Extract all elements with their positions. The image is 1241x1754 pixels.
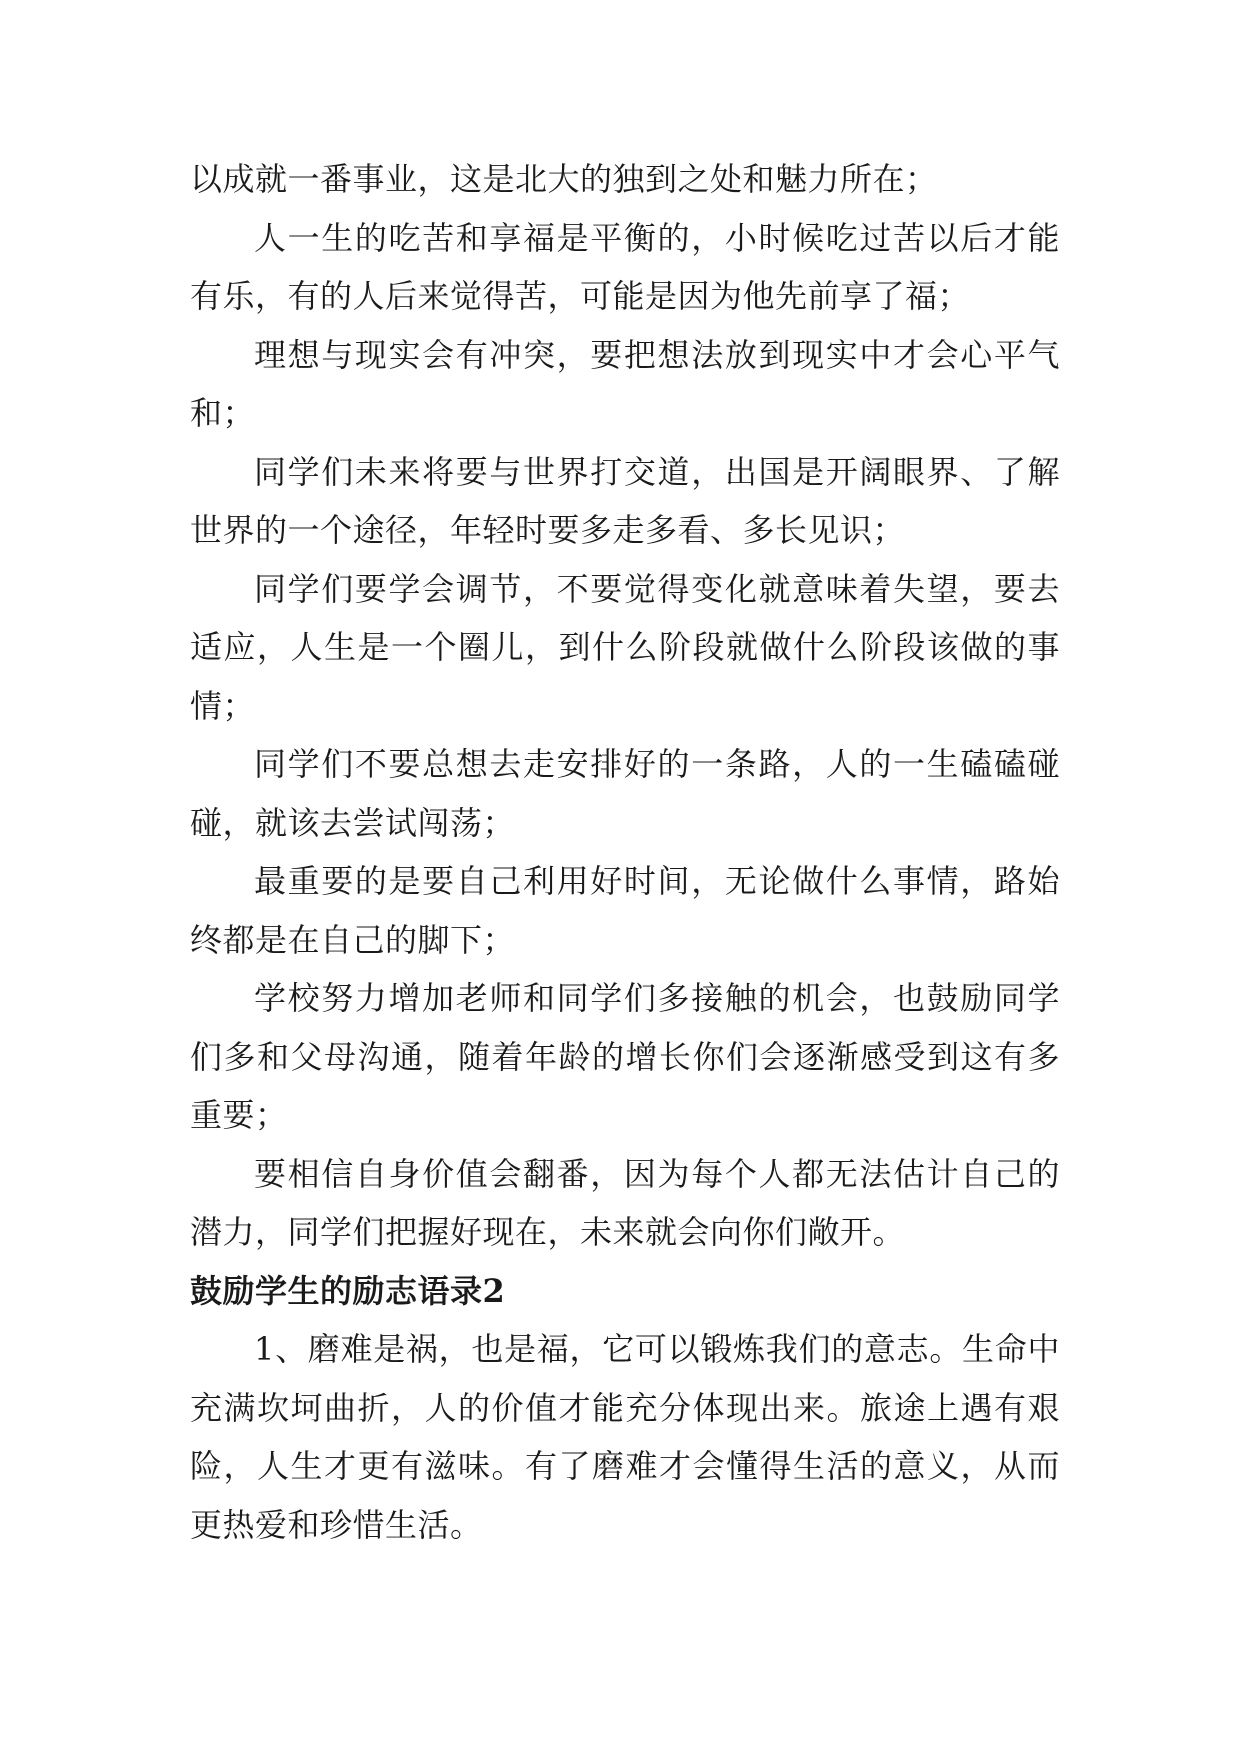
paragraph: 学校努力增加老师和同学们多接触的机会，也鼓励同学们多和父母沟通，随着年龄的增长你们会逐渐感受到这有多重要； bbox=[190, 979, 1060, 1134]
paragraph: 同学们不要总想去走安排好的一条路，人的一生磕磕碰碰，就该去尝试闯荡； bbox=[190, 745, 1060, 842]
document-page bbox=[190, 150, 1060, 1554]
paragraph: 同学们要学会调节，不要觉得变化就意味着失望，要去适应，人生是一个圈儿，到什么阶段就做什么阶段该做的事情； bbox=[190, 569, 1060, 725]
paragraph: 理想与现实会有冲突，要把想法放到现实中才会心平气和； bbox=[190, 335, 1060, 432]
paragraph: 以成就一番事业，这是北大的独到之处和魅力所在； bbox=[190, 160, 938, 198]
paragraph: 人一生的吃苦和享福是平衡的，小时候吃过苦以后才能有乐，有的人后来觉得苦，可能是因为他先前享了福； bbox=[190, 218, 1060, 315]
paragraph: 同学们未来将要与世界打交道，出国是开阔眼界、了解世界的一个途径，年轻时要多走多看、多长见识； bbox=[190, 452, 1060, 549]
section-heading: 鼓励学生的励志语录2 bbox=[190, 1271, 506, 1310]
paragraph: 最重要的是要自己利用好时间，无论做什么事情，路始终都是在自己的脚下； bbox=[190, 862, 1060, 959]
paragraph: 要相信自身价值会翻番，因为每个人都无法估计自己的潜力，同学们把握好现在，未来就会向你们敞开。 bbox=[190, 1154, 1060, 1251]
paragraph: 1、磨难是祸，也是福，它可以锻炼我们的意志。生命中充满坎坷曲折，人的价值才能充分体现出来。旅途上遇有艰险，人生才更有滋味。有了磨难才会懂得生活的意义，从而更热爱和珍惜生活。 bbox=[190, 1330, 1060, 1544]
